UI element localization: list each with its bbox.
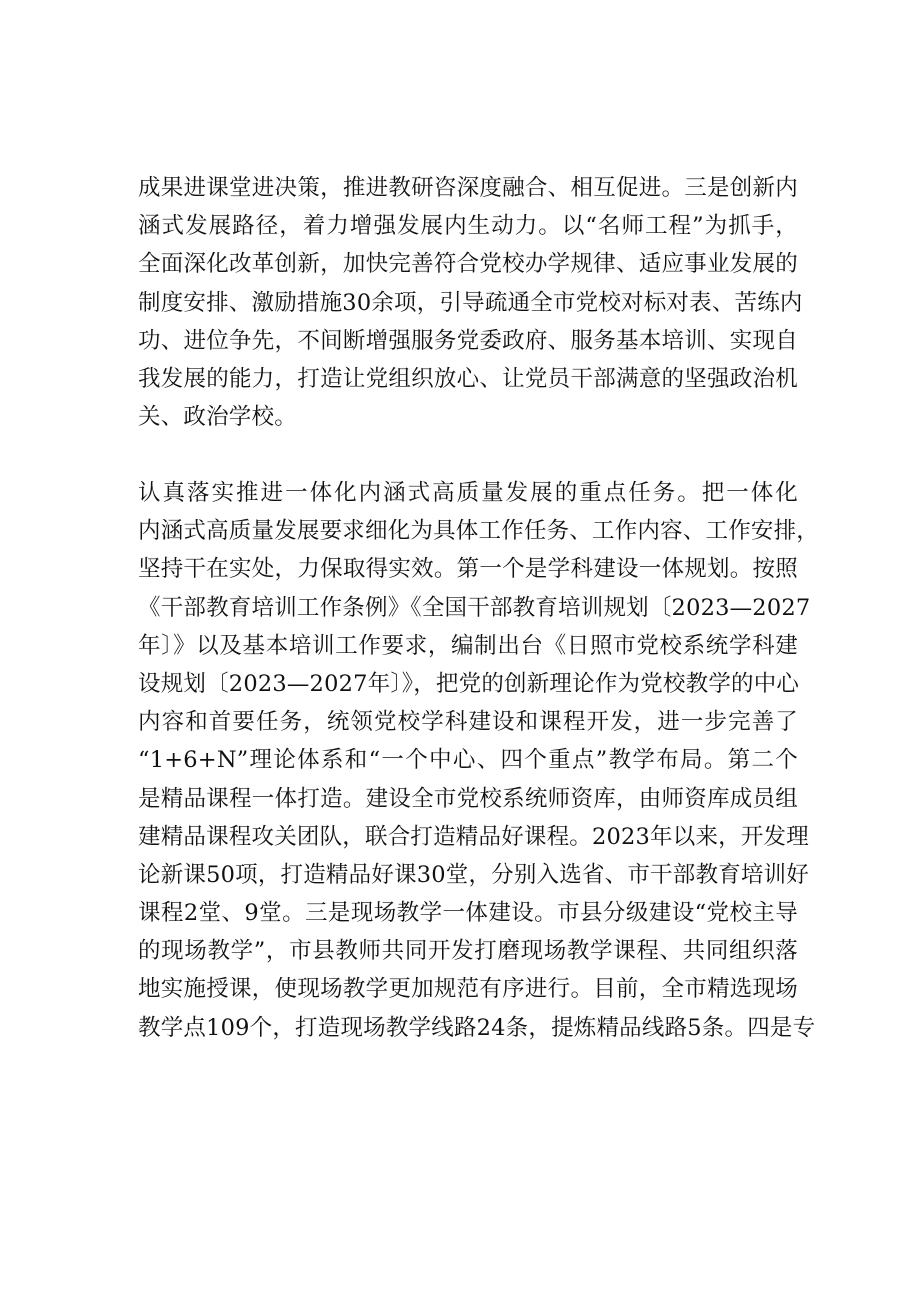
paragraph-2 <box>138 474 820 1047</box>
paragraph-line: 是精品课程一体打造。建设全市党校系统师资库，由师资库成员组 <box>138 785 798 812</box>
paragraph-line: 制度安排、激励措施30余项，引导疏通全市党校对标对表、苦练内 <box>138 289 803 316</box>
paragraph-line: 功、进位争先，不间断增强服务党委政府、服务基本培训、实现自 <box>138 327 798 354</box>
paragraph-1 <box>138 169 803 436</box>
paragraph-line: 坚持干在实处，力保取得实效。第一个是学科建设一体规划。按照 <box>138 556 798 583</box>
paragraph-line: 我发展的能力，打造让党组织放心、让党员干部满意的坚强政治机 <box>138 365 798 392</box>
paragraph-line: “1+6+N”理论体系和“一个中心、四个重点”教学布局。第二个 <box>138 747 798 774</box>
paragraph-line: 涵式发展路径，着力增强发展内生动力。以“名师工程”为抓手， <box>138 213 798 240</box>
paragraph-line: 内涵式高质量发展要求细化为具体工作任务、工作内容、工作安排， <box>138 518 820 545</box>
paragraph-line: 教学点109个，打造现场教学线路24条，提炼精品线路5条。四是专 <box>138 1014 816 1041</box>
paragraph-line: 全面深化改革创新，加快完善符合党校办学规律、适应事业发展的 <box>138 251 798 278</box>
paragraph-line: 内容和首要任务，统领党校学科建设和课程开发，进一步完善了 <box>138 709 798 736</box>
paragraph-line: 年〕》以及基本培训工作要求，编制出台《日照市党校系统学科建 <box>138 632 798 659</box>
paragraph-line: 建精品课程攻关团队，联合打造精品好课程。2023年以来，开发理 <box>138 823 809 850</box>
paragraph-line: 设规划〔2023—2027年〕》，把党的创新理论作为党校教学的中心 <box>138 670 800 697</box>
paragraph-line: 课程2堂、9堂。三是现场教学一体建设。市县分级建设“党校主导 <box>138 900 798 927</box>
paragraph-line: 《干部教育培训工作条例》《全国干部教育培训规划〔2023—2027 <box>138 594 811 621</box>
paragraph-line: 成果进课堂进决策，推进教研咨深度融合、相互促进。三是创新内 <box>138 175 798 201</box>
paragraph-line: 认真落实推进一体化内涵式高质量发展的重点任务。把一体化 <box>138 480 798 506</box>
paragraph-line: 论新课50项，打造精品好课30堂，分别入选省、市干部教育培训好 <box>138 861 809 888</box>
paragraph-line: 关、政治学校。 <box>138 404 297 431</box>
paragraph-line: 地实施授课，使现场教学更加规范有序进行。目前，全市精选现场 <box>138 976 798 1003</box>
paragraph-line: 的现场教学”，市县教师共同开发打磨现场教学课程、共同组织落 <box>138 938 798 965</box>
